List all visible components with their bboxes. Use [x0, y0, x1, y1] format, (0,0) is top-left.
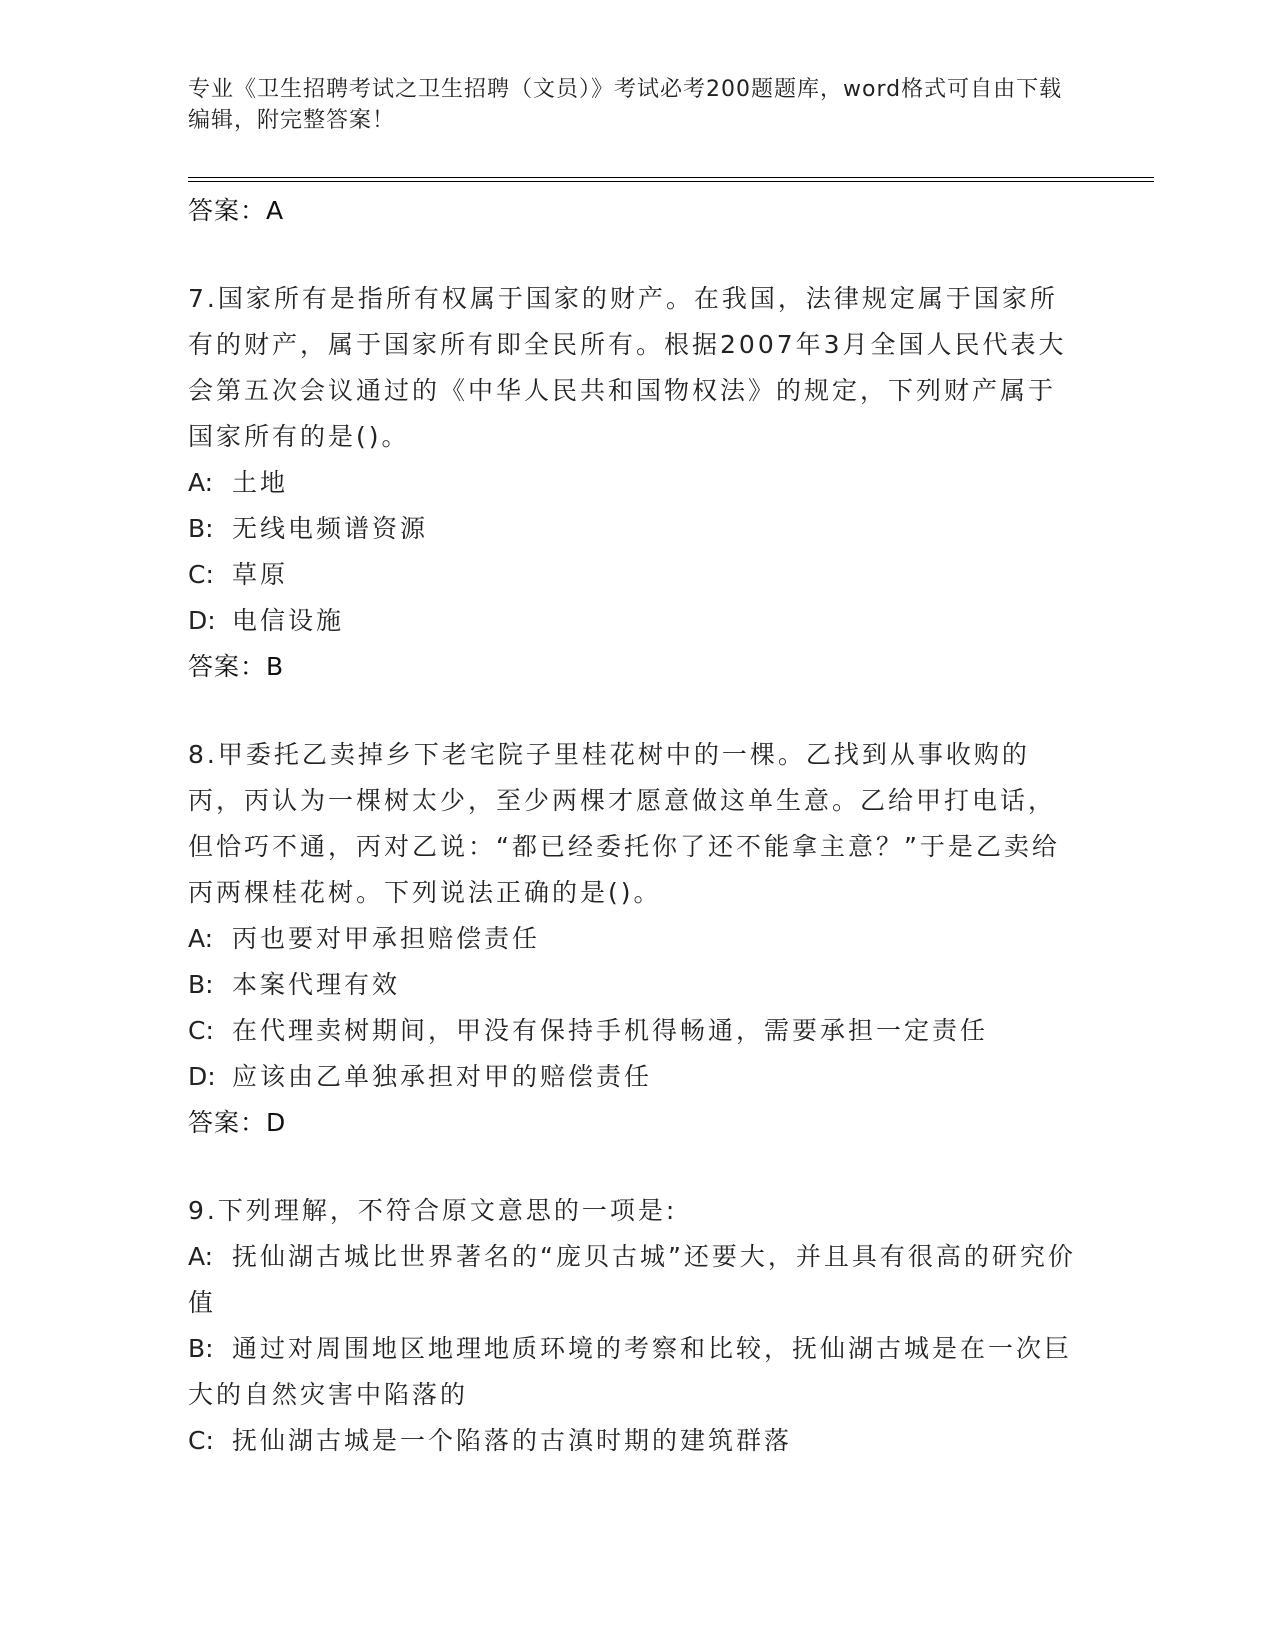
answer-line: 答案：B — [188, 652, 285, 681]
option-letter: B: — [188, 514, 214, 543]
option-letter: B: — [188, 1334, 214, 1363]
option-c — [188, 1008, 1078, 1054]
option-b — [188, 1326, 1078, 1418]
option-d — [188, 1054, 1078, 1100]
option-letter: C: — [188, 1016, 214, 1045]
option-letter: A: — [188, 1242, 214, 1271]
option-a — [188, 1234, 1078, 1326]
question-stem: 8.甲委托乙卖掉乡下老宅院子里桂花树中的一棵。乙找到从事收购的丙，丙认为一棵树太少，至少两棵才愿意做这单生意。乙给甲打电话，但恰巧不通，丙对乙说：“都已经委托你了还不能拿主意？”于是乙卖给丙两棵桂花树。下列说法正确的是()。 — [188, 740, 1060, 907]
question-block — [188, 276, 1078, 690]
option-letter: C: — [188, 1426, 214, 1455]
option-text: 草原 — [232, 560, 289, 589]
option-text: 电信设施 — [232, 606, 345, 635]
question-stem: 9.下列理解，不符合原文意思的一项是: — [188, 1196, 678, 1225]
option-text: 抚仙湖古城是一个陷落的古滇时期的建筑群落 — [232, 1426, 793, 1455]
option-letter: B: — [188, 970, 214, 999]
option-text: 通过对周围地区地理地质环境的考察和比较，抚仙湖古城是在一次巨大的自然灾害中陷落的 — [188, 1334, 1073, 1409]
option-text: 在代理卖树期间，甲没有保持手机得畅通，需要承担一定责任 — [232, 1016, 989, 1045]
option-text: 无线电频谱资源 — [232, 514, 429, 543]
option-letter: A: — [188, 924, 214, 953]
option-text: 抚仙湖古城比世界著名的“庞贝古城”还要大，并且具有很高的研究价值 — [188, 1242, 1076, 1317]
question-stem: 7.国家所有是指所有权属于国家的财产。在我国，法律规定属于国家所有的财产，属于国家所有即全民所有。根据2007年3月全国人民代表大会第五次会议通过的《中华人民共和国物权法》的规定，下列财产属于国家所有的是()。 — [188, 284, 1067, 451]
option-letter: D: — [188, 1062, 216, 1091]
question-block — [188, 732, 1078, 1146]
option-a — [188, 916, 1078, 962]
question-block — [188, 1188, 1078, 1464]
header-rule-bottom — [188, 181, 1154, 182]
option-c — [188, 1418, 1078, 1464]
option-letter: C: — [188, 560, 214, 589]
option-letter: A: — [188, 468, 214, 497]
option-letter: D: — [188, 606, 216, 635]
option-b — [188, 962, 1078, 1008]
answer-line: 答案：A — [188, 196, 285, 225]
answer-line: 答案：D — [188, 1108, 287, 1137]
document-body — [188, 188, 1078, 1464]
option-d — [188, 598, 1078, 644]
option-text: 土地 — [232, 468, 289, 497]
header-rule-top — [188, 177, 1154, 178]
option-text: 应该由乙单独承担对甲的赔偿责任 — [232, 1062, 653, 1091]
option-b — [188, 506, 1078, 552]
option-a — [188, 460, 1078, 506]
option-text: 本案代理有效 — [232, 970, 401, 999]
option-c — [188, 552, 1078, 598]
option-text: 丙也要对甲承担赔偿责任 — [232, 924, 541, 953]
page-header: 专业《卫生招聘考试之卫生招聘（文员）》考试必考200题题库，word格式可自由下载编辑，附完整答案！ — [188, 77, 1063, 133]
